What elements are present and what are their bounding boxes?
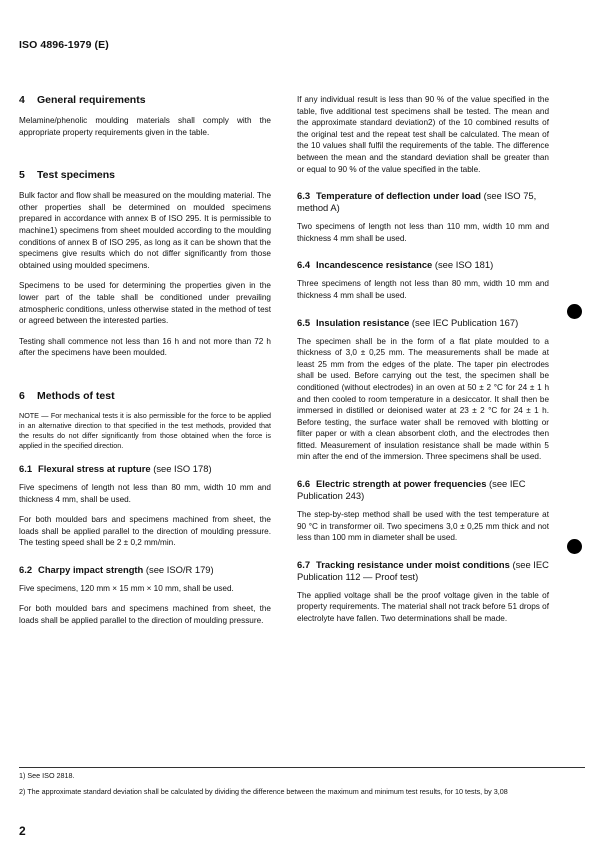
- section-title: Methods of test: [37, 389, 115, 402]
- section-6-heading: [19, 390, 271, 403]
- section-title: Charpy impact strength: [38, 563, 144, 575]
- section-number: 6.7: [297, 558, 311, 570]
- section-reference: (see ISO 75, method A): [297, 190, 537, 214]
- section-6-3-heading: [297, 190, 549, 214]
- section-5-heading: [19, 169, 271, 182]
- section-title: Insulation resistance: [316, 316, 410, 328]
- right-column: [297, 94, 549, 634]
- section-6-7-heading: [297, 559, 549, 583]
- section-number: 6.5: [297, 316, 311, 328]
- section-6-1-heading: [19, 463, 271, 475]
- section-6-5-paragraph: The specimen shall be in the form of a flat plate moulded to a thickness of 3,0 ± 0,25 mm. The measurements shall be made at least 25 mm from the edges of the plate. The taper pin electrodes shall be used. Before carrying out the test, the specimen shall be conditioned (without electrodes) in an oven at 50 ± 2 °C for 24 ± 1 h and then cooled to room temperature in a desiccator. It shall then be immersed in distilled or deionised water at 23 ± 2 °C for 24 ± 1 h. Before testing, the surface water shall be removed with blotting or filter paper or with a clean absorbent cloth, and the electrodes then fitted. Measurement of insulation resistance shall be made within 5 min after the end of the immersion. Three specimens shall be used.: [297, 336, 549, 462]
- section-6-2-continuation: If any individual result is less than 90 % of the value specified in the table, five additional test specimens shall be tested. The mean and the approximate standard deviation2) of the 10 combined results of the original test and the repeat test shall be calculated. The mean of the 10 values shall fulfil the requirements of the table. The difference between the mean and the standard deviation shall be greater than or equal to 90 % of the value specified in the table.: [297, 95, 549, 174]
- section-number: 5: [19, 169, 25, 182]
- section-number: 6.4: [297, 259, 311, 271]
- section-reference: (see IEC Publication 167): [411, 316, 519, 328]
- section-6-4-heading: [297, 259, 549, 271]
- margin-marker-dot: [567, 539, 582, 554]
- left-column: [19, 94, 271, 636]
- section-6-6-paragraph: The step-by-step method shall be used with the test temperature at 90 °C in transformer oil. Two specimens 3,0 ± 0,25 mm thick and not less than 100 mm in diameter shall be used.: [297, 510, 549, 543]
- section-6-5-heading: [297, 317, 549, 329]
- section-6-2-paragraph: For both moulded bars and specimens machined from sheet, the loads shall be applied parallel to the direction of moulding pressure.: [19, 604, 271, 626]
- section-number: 6.6: [297, 478, 311, 490]
- margin-marker-dot: [567, 304, 582, 319]
- section-number: 6: [19, 389, 25, 402]
- section-4-heading: [19, 94, 271, 107]
- section-6-note: NOTE — For mechanical tests it is also permissible for the force to be applied in an alternative direction to that specified in the test methods, provided that the results do not differ significantly from those obtained when the force is applied in the specified direction.: [19, 410, 271, 450]
- section-6-1-paragraph: Five specimens of length not less than 80 mm, width 10 mm and thickness 4 mm, shall be used.: [19, 482, 271, 504]
- section-5-paragraph: Testing shall commence not less than 16 h and not more than 72 h after the specimens have been moulded.: [19, 336, 271, 358]
- footnote: 1) See ISO 2818.: [19, 771, 75, 780]
- section-reference: (see ISO 181): [434, 259, 494, 271]
- section-6-2-heading: [19, 564, 271, 576]
- section-title: Temperature of deflection under load: [316, 190, 481, 202]
- section-title: Test specimens: [37, 169, 116, 182]
- section-number: 6.2: [19, 563, 33, 575]
- section-title: Tracking resistance under moist conditions: [316, 558, 510, 570]
- section-title: General requirements: [37, 94, 146, 106]
- document-header: ISO 4896-1979 (E): [19, 39, 109, 51]
- section-4-paragraph: Melamine/phenolic moulding materials shall comply with the appropriate property requirements given in the table.: [19, 116, 271, 137]
- section-title: Incandescence resistance: [316, 259, 433, 271]
- section-reference: (see IEC Publication 112 — Proof test): [297, 558, 549, 582]
- section-5-paragraph: Specimens to be used for determining the properties given in the lower part of the table shall be conditioned under prevailing atmospheric conditions, unless otherwise stated in the method of test or agreed between the interested parties.: [19, 281, 271, 326]
- section-5-paragraph: Bulk factor and flow shall be measured on the moulding material. The other properties shall be determined on moulded specimens prepared in accordance with annex B of ISO 295. It is permissible to machine1) specimens from sheet moulded according to the moulding conditions of annex B of ISO 295, as long as it can be shown that the specimens give results which do not differ significantly from those obtained using moulded specimens.: [19, 191, 271, 270]
- section-number: 6.1: [19, 462, 33, 474]
- section-6-7-paragraph: The applied voltage shall be the proof voltage given in the table of property requirements. The material shall not track before 51 drops of electrolyte have fallen. Two determinations shall be made.: [297, 590, 549, 624]
- section-number: 6.3: [297, 190, 311, 202]
- page-number: 2: [19, 824, 26, 838]
- section-6-4-paragraph: Three specimens of length not less than 80 mm, width 10 mm and thickness 4 mm shall be used.: [297, 279, 549, 300]
- section-6-1-paragraph: For both moulded bars and specimens machined from sheet, the loads shall be applied parallel to the direction of moulding pressure. The testing speed shall be 2 ± 0,2 mm/min.: [19, 515, 271, 548]
- footnote: 2) The approximate standard deviation shall be calculated by dividing the difference between the maximum and minimum test results, for 10 tests, by 3,08: [19, 787, 508, 796]
- footnotes: [19, 767, 585, 803]
- section-reference: (see ISO/R 179): [145, 563, 214, 575]
- section-title: Flexural stress at rupture: [38, 462, 151, 474]
- section-title: Electric strength at power frequencies: [316, 478, 487, 490]
- section-6-6-heading: [297, 478, 549, 502]
- section-6-2-paragraph: Five specimens, 120 mm × 15 mm × 10 mm, shall be used.: [19, 583, 234, 593]
- section-number: 4: [19, 94, 25, 106]
- section-reference: (see IEC Publication 243): [297, 478, 526, 502]
- section-reference: (see ISO 178): [153, 462, 212, 474]
- section-6-3-paragraph: Two specimens of length not less than 110 mm, width 10 mm and thickness 4 mm shall be used.: [297, 222, 549, 243]
